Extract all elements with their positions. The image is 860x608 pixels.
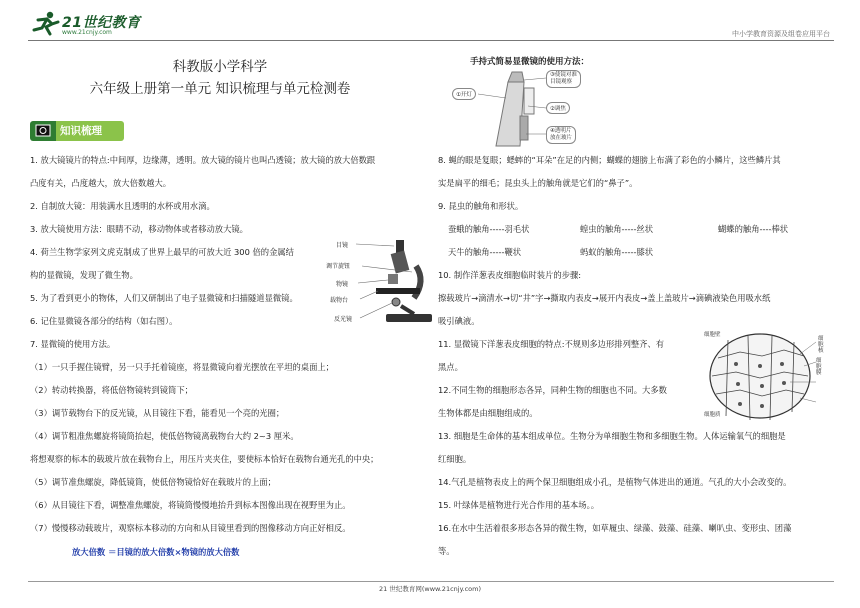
- label-cell-membrane: 细胞膜: [816, 358, 822, 376]
- list-item: （5）调节准焦螺旋，降低镜筒，使低倍物镜恰好在载玻片的上面；: [30, 477, 276, 487]
- list-item: （2）转动转换器，将低倍物镜转到镜筒下；: [30, 385, 193, 395]
- list-item: 16.在水中生活着很多形态各异的微生物，如草履虫、绿藻、鼓藻、硅藻、喇叭虫、变形虫、团藻: [438, 523, 792, 533]
- label-stage: 载物台: [330, 297, 349, 304]
- list-item: 14.气孔是植物表皮上的两个保卫细胞组成小孔，是植物气体进出的通道。气孔的大小会改变的。: [438, 477, 792, 487]
- list-item: 4. 荷兰生物学家列文虎克制成了世界上最早的可放大近 300 倍的金属结: [30, 247, 294, 257]
- header-divider: [28, 40, 834, 41]
- runner-logo-icon: [30, 10, 60, 36]
- list-item: 13. 细胞是生命体的基本组成单位。生物分为单细胞生物和多细胞生物。人体运输氧气的细胞是: [438, 431, 786, 441]
- label-eyepiece: 目镜: [336, 242, 349, 249]
- label-nucleus: 细胞核: [818, 336, 824, 354]
- label-cytoplasm: 细胞质: [704, 412, 721, 418]
- list-item: 1. 放大镜镜片的特点:中间厚，边缘薄，透明。放大镜的镜片也叫凸透镜；放大镜的放大倍数跟: [30, 155, 376, 165]
- logo-url: www.21cnjy.com: [62, 29, 112, 36]
- handheld-title: 手持式简易显微镜的使用方法：: [470, 57, 590, 67]
- list-item: （1）一只手握住镜臂，另一只手托着镜座，将显微镜向着光摆放在平坦的桌面上；: [30, 362, 334, 372]
- antenna-item: 天牛的触角-----鞭状: [448, 247, 522, 257]
- book-icon: [30, 121, 56, 141]
- list-item: 12.不同生物的细胞形态各异，同种生物的细胞也不同。大多数: [438, 385, 667, 395]
- callout-focus: ②调焦: [546, 102, 570, 114]
- list-item: 吸引碘液。: [438, 316, 480, 326]
- list-item: 擦载玻片→滴清水→切“井”字→撕取内表皮→展开内表皮→盖上盖玻片→滴碘液染色用吸水纸: [438, 293, 771, 303]
- doc-title-line2: 六年级上册第一单元 知识梳理与单元检测卷: [89, 81, 351, 97]
- microscope-diagram: [326, 236, 438, 328]
- list-item: 将想观察的标本的载玻片放在载物台上，用压片夹夹住，要使标本恰好在载物台通光孔的中央；: [30, 454, 379, 464]
- list-item: 10. 制作洋葱表皮细胞临时装片的步骤:: [438, 270, 582, 280]
- list-item: 15. 叶绿体是植物进行光合作用的基本场。。: [438, 500, 600, 510]
- header-platform-text: 中小学教育资源及组卷应用平台: [732, 30, 830, 38]
- callout-slide: ④透明片 放在玻片: [546, 126, 576, 144]
- doc-title-line1: 科教版小学科学: [172, 59, 268, 75]
- footer-text: 21 世纪教育网(www.21cnjy.com): [379, 585, 481, 593]
- label-mirror: 反光镜: [334, 316, 353, 323]
- antenna-item: 蝗虫的触角-----丝状: [580, 224, 654, 234]
- list-item: 2. 自制放大镜：用装满水且透明的水杯或用水滴。: [30, 201, 215, 211]
- label-cell-wall: 细胞壁: [704, 332, 721, 338]
- label-focus-knob: 调节旋钮: [326, 263, 351, 270]
- list-item: 红细胞。: [438, 454, 472, 464]
- list-item: 6. 记住显微镜各部分的结构（如右图）。: [30, 316, 178, 326]
- list-item: 等。: [438, 546, 455, 556]
- section-icon: [30, 121, 56, 141]
- list-item: （4）调节粗准焦螺旋将镜筒抬起，使低倍物镜离载物台大约 2~3 厘米。: [30, 431, 299, 441]
- onion-cells-icon: [700, 328, 834, 422]
- onion-cell-diagram: [700, 328, 834, 422]
- list-item: 构的显微镜，发现了微生物。: [30, 270, 138, 280]
- list-item: （6）从目镜往下看，调整准焦螺旋，将镜筒慢慢地抬升到标本图像出现在视野里为止。: [30, 500, 351, 510]
- handheld-microscope-diagram: [448, 68, 598, 150]
- list-item: 黑点。: [438, 362, 463, 372]
- footer-divider: [28, 581, 834, 582]
- list-item: 9. 昆虫的触角和形状。: [438, 201, 524, 211]
- callout-eyepiece: ③使镜对准 目镜观察: [546, 70, 581, 88]
- list-item: 11. 显微镜下洋葱表皮细胞的特点:不规则多边形排列整齐、有: [438, 339, 665, 349]
- list-item: 凸度有关，凸度越大，放大倍数越大。: [30, 178, 172, 188]
- list-item: 7. 显微镜的使用方法。: [30, 339, 116, 349]
- section-label: 知识梳理: [56, 121, 124, 141]
- antenna-item: 蝴蝶的触角----棒状: [718, 224, 789, 234]
- logo-text: 21世纪教育: [62, 15, 141, 31]
- antenna-item: 蚂蚁的触角-----膝状: [580, 247, 654, 257]
- list-item: 生物体都是由细胞组成的。: [438, 408, 538, 418]
- list-item: （7）慢慢移动载玻片，观察标本移动的方向和从目镜里看到的图像移动方向正好相反。: [30, 523, 351, 533]
- list-item: 实是扁平的细毛；昆虫头上的触角就是它们的“鼻子”。: [438, 178, 638, 188]
- antenna-item: 蚕蛾的触角-----羽毛状: [448, 224, 530, 234]
- list-item: 5. 为了看到更小的物体，人们又研制出了电子显微镜和扫描隧道显微镜。: [30, 293, 298, 303]
- list-item: 8. 蝇的眼是复眼；蟋蟀的“耳朵”在足的内侧；蝴蝶的翅膀上布满了彩色的小鳞片，这些鳞片其: [438, 155, 781, 165]
- list-item: 3. 放大镜使用方法：眼睛不动，移动物体或者移动放大镜。: [30, 224, 248, 234]
- list-item: （3）调节载物台下的反光镜，从目镜往下看，能看见一个亮的光圈；: [30, 408, 285, 418]
- magnification-formula: 放大倍数 ＝目镜的放大倍数×物镜的放大倍数: [72, 547, 240, 557]
- callout-light: ①开灯: [452, 88, 476, 100]
- label-objective: 物镜: [336, 281, 349, 288]
